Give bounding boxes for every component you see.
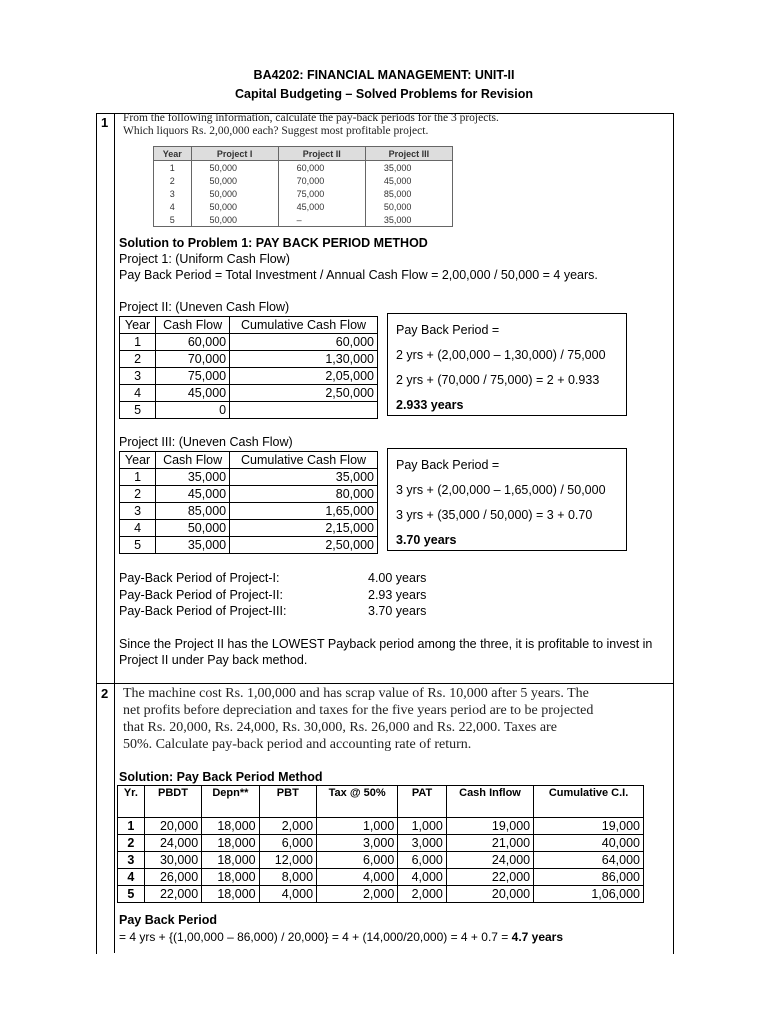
problem-number-2: 2 bbox=[101, 686, 109, 701]
payback-summary bbox=[119, 570, 426, 620]
table-cell: 80,000 bbox=[230, 486, 378, 503]
conclusion-line: Since the Project II has the LOWEST Payback period among the three, it is profitable to invest in bbox=[119, 637, 653, 651]
table-cell: 24,000 bbox=[144, 835, 201, 852]
table-cell: 2,000 bbox=[259, 818, 316, 835]
column-header: Project I bbox=[191, 147, 278, 161]
table-cell: 2,50,000 bbox=[230, 537, 378, 554]
table-cell: 35,000 bbox=[156, 537, 230, 554]
table-cell: 22,000 bbox=[144, 886, 201, 903]
column-header: Yr. bbox=[118, 786, 145, 818]
table-cell: 64,000 bbox=[534, 852, 644, 869]
row-divider bbox=[96, 683, 673, 684]
table-cell: 6,000 bbox=[317, 852, 398, 869]
summary-label: Pay-Back Period of Project-III: bbox=[119, 604, 287, 618]
column-header: Cash Flow bbox=[156, 317, 230, 334]
table-row bbox=[154, 187, 453, 200]
table-cell: 85,000 bbox=[365, 187, 452, 200]
column-header: PBDT bbox=[144, 786, 201, 818]
table-cell: 2,000 bbox=[398, 886, 447, 903]
table-row bbox=[118, 869, 644, 886]
table-cell: 12,000 bbox=[259, 852, 316, 869]
solution2-title: Solution: Pay Back Period Method bbox=[119, 770, 323, 784]
column-header: Project II bbox=[278, 147, 365, 161]
column-header: Tax @ 50% bbox=[317, 786, 398, 818]
payback-box-line: 3.70 years bbox=[396, 533, 457, 547]
table-row bbox=[120, 520, 378, 537]
table-cell: 3 bbox=[154, 187, 192, 200]
column-header: Cash Flow bbox=[156, 452, 230, 469]
table-cell: 5 bbox=[118, 886, 145, 903]
question-line: The machine cost Rs. 1,00,000 and has scrap value of Rs. 10,000 after 5 years. The bbox=[123, 686, 589, 701]
table-cell: 3 bbox=[120, 368, 156, 385]
table-row bbox=[120, 537, 378, 554]
table-cell: 3,000 bbox=[398, 835, 447, 852]
column-header: Cumulative Cash Flow bbox=[230, 317, 378, 334]
table-cell: 5 bbox=[120, 402, 156, 419]
table-cell: 18,000 bbox=[202, 852, 259, 869]
project3-cashflow-table bbox=[119, 451, 378, 554]
table-cell: 5 bbox=[154, 213, 192, 227]
table-row bbox=[118, 852, 644, 869]
table-cell: 2 bbox=[154, 174, 192, 187]
payback-title: Pay Back Period bbox=[119, 913, 217, 927]
table-cell: 2 bbox=[120, 351, 156, 368]
table-cell: 50,000 bbox=[191, 200, 278, 213]
table-row bbox=[118, 835, 644, 852]
table-header-row bbox=[118, 786, 644, 818]
table-cell: 70,000 bbox=[156, 351, 230, 368]
column-header: Year bbox=[154, 147, 192, 161]
table-cell: 45,000 bbox=[156, 385, 230, 402]
table-cell: 4,000 bbox=[398, 869, 447, 886]
column-header: Depn** bbox=[202, 786, 259, 818]
table-row bbox=[154, 213, 453, 227]
table-cell: 18,000 bbox=[202, 818, 259, 835]
table-cell: 18,000 bbox=[202, 869, 259, 886]
table-cell: 60,000 bbox=[156, 334, 230, 351]
payback-box-line: 2 yrs + (70,000 / 75,000) = 2 + 0.933 bbox=[396, 373, 600, 387]
table-cell: 1,06,000 bbox=[534, 886, 644, 903]
table-cell: 35,000 bbox=[365, 213, 452, 227]
payback-box-line: 2 yrs + (2,00,000 – 1,30,000) / 75,000 bbox=[396, 348, 606, 362]
summary-label: Pay-Back Period of Project-I: bbox=[119, 571, 280, 585]
table-cell: 75,000 bbox=[278, 187, 365, 200]
table-cell: 35,000 bbox=[365, 161, 452, 175]
column-header: Year bbox=[120, 452, 156, 469]
table-header-row bbox=[120, 452, 378, 469]
table-cell: 21,000 bbox=[446, 835, 533, 852]
table-cell: 20,000 bbox=[446, 886, 533, 903]
table-cell: 50,000 bbox=[191, 174, 278, 187]
table-cell: 6,000 bbox=[259, 835, 316, 852]
column-header: PBT bbox=[259, 786, 316, 818]
problem2-question bbox=[123, 685, 643, 753]
payback-result: 4.7 years bbox=[511, 930, 564, 944]
project1-formula: Pay Back Period = Total Investment / Annual Cash Flow = 2,00,000 / 50,000 = 4 years. bbox=[119, 268, 598, 282]
table-cell: 0 bbox=[156, 402, 230, 419]
document-title: BA4202: FINANCIAL MANAGEMENT: UNIT-II bbox=[253, 68, 515, 82]
table-cell: 1,000 bbox=[398, 818, 447, 835]
given-cashflow-table bbox=[153, 146, 453, 227]
summary-value: 3.70 years bbox=[368, 604, 427, 618]
table-cell: 60,000 bbox=[278, 161, 365, 175]
table-header-row bbox=[120, 317, 378, 334]
table-cell: 1 bbox=[118, 818, 145, 835]
table-row bbox=[118, 818, 644, 835]
table-cell: 2,50,000 bbox=[230, 385, 378, 402]
table-cell: 4 bbox=[120, 385, 156, 402]
payback-box-line: Pay Back Period = bbox=[396, 323, 500, 337]
summary-row bbox=[119, 587, 426, 604]
table-cell: 18,000 bbox=[202, 835, 259, 852]
table-row bbox=[120, 368, 378, 385]
table-row bbox=[120, 402, 378, 419]
conclusion-line: Project II under Pay back method. bbox=[119, 653, 308, 667]
project2-payback-box bbox=[387, 313, 627, 416]
table-cell: 4 bbox=[118, 869, 145, 886]
summary-value: 2.93 years bbox=[368, 587, 427, 602]
table-cell: 60,000 bbox=[230, 334, 378, 351]
table-cell: 70,000 bbox=[278, 174, 365, 187]
column-header: Cash Inflow bbox=[446, 786, 533, 818]
table-cell: 22,000 bbox=[446, 869, 533, 886]
project2-label: Project II: (Uneven Cash Flow) bbox=[119, 300, 290, 314]
payback-box-line: Pay Back Period = bbox=[396, 458, 500, 472]
table-cell: 50,000 bbox=[156, 520, 230, 537]
solution1-title: Solution to Problem 1: PAY BACK PERIOD METHOD bbox=[119, 236, 428, 250]
column-header: Cumulative C.I. bbox=[534, 786, 644, 818]
table-cell: 3,000 bbox=[317, 835, 398, 852]
payback-formula bbox=[119, 929, 563, 945]
table-cell: 19,000 bbox=[446, 818, 533, 835]
table-row bbox=[154, 174, 453, 187]
table-cell: 3 bbox=[120, 503, 156, 520]
table-cell: 4 bbox=[120, 520, 156, 537]
table-cell: 1,30,000 bbox=[230, 351, 378, 368]
table-cell: 2 bbox=[120, 486, 156, 503]
table-cell: 1 bbox=[120, 469, 156, 486]
table-cell: 75,000 bbox=[156, 368, 230, 385]
payback-formula-text: = 4 yrs + {(1,00,000 – 86,000) / 20,000} = 4 + (14,000/20,000) = 4 + 0.7 = bbox=[119, 930, 512, 944]
table-cell: 35,000 bbox=[230, 469, 378, 486]
payback-box-line: 3 yrs + (2,00,000 – 1,65,000) / 50,000 bbox=[396, 483, 606, 497]
table-cell: 8,000 bbox=[259, 869, 316, 886]
question-line: that Rs. 20,000, Rs. 24,000, Rs. 30,000, Rs. 26,000 and Rs. 22,000. Taxes are bbox=[123, 720, 557, 735]
summary-row bbox=[119, 603, 426, 620]
table-cell: 30,000 bbox=[144, 852, 201, 869]
table-cell: 2,000 bbox=[317, 886, 398, 903]
project1-label: Project 1: (Uniform Cash Flow) bbox=[119, 252, 290, 266]
table-row bbox=[120, 486, 378, 503]
table-cell: 18,000 bbox=[202, 886, 259, 903]
summary-row bbox=[119, 570, 426, 587]
column-header: Cumulative Cash Flow bbox=[230, 452, 378, 469]
table-cell: 86,000 bbox=[534, 869, 644, 886]
question-line: net profits before depreciation and taxes for the five years period are to be projected bbox=[123, 703, 594, 718]
column-header: PAT bbox=[398, 786, 447, 818]
table-cell: 35,000 bbox=[156, 469, 230, 486]
table-row bbox=[120, 503, 378, 520]
table-row bbox=[154, 161, 453, 175]
question-line: From the following information, calculate the pay-back periods for the 3 projects. bbox=[123, 112, 499, 124]
table-cell: 50,000 bbox=[365, 200, 452, 213]
table-cell: 24,000 bbox=[446, 852, 533, 869]
table-cell: 50,000 bbox=[191, 213, 278, 227]
table-cell bbox=[230, 402, 378, 419]
table-cell: 40,000 bbox=[534, 835, 644, 852]
table-cell: 6,000 bbox=[398, 852, 447, 869]
table-cell: 50,000 bbox=[191, 187, 278, 200]
column-header: Project III bbox=[365, 147, 452, 161]
table-row bbox=[120, 351, 378, 368]
table-row bbox=[118, 886, 644, 903]
table-cell: 4,000 bbox=[259, 886, 316, 903]
table-cell: 2,15,000 bbox=[230, 520, 378, 537]
table-cell: 45,000 bbox=[156, 486, 230, 503]
table-cell: 5 bbox=[120, 537, 156, 554]
project3-payback-box bbox=[387, 448, 627, 551]
column-header: Year bbox=[120, 317, 156, 334]
table-cell: 19,000 bbox=[534, 818, 644, 835]
table-cell: 4,000 bbox=[317, 869, 398, 886]
table-cell: 1 bbox=[120, 334, 156, 351]
question-line: 50%. Calculate pay-back period and accounting rate of return. bbox=[123, 737, 472, 752]
table-cell: 1,000 bbox=[317, 818, 398, 835]
payback-box-line: 2.933 years bbox=[396, 398, 464, 412]
table-row bbox=[120, 334, 378, 351]
summary-value: 4.00 years bbox=[368, 571, 427, 585]
table-row bbox=[120, 469, 378, 486]
table-cell: 2,05,000 bbox=[230, 368, 378, 385]
document-subtitle: Capital Budgeting – Solved Problems for Revision bbox=[235, 87, 533, 101]
project3-label: Project III: (Uneven Cash Flow) bbox=[119, 435, 293, 449]
project2-cashflow-table bbox=[119, 316, 378, 419]
problem-number-1: 1 bbox=[101, 115, 109, 130]
table-row bbox=[154, 200, 453, 213]
payback-box-line: 3 yrs + (35,000 / 50,000) = 3 + 0.70 bbox=[396, 508, 593, 522]
table-cell: 26,000 bbox=[144, 869, 201, 886]
table-cell: – bbox=[278, 213, 365, 227]
table-cell: 50,000 bbox=[191, 161, 278, 175]
table-cell: 45,000 bbox=[278, 200, 365, 213]
table-header-row bbox=[154, 147, 453, 161]
table-cell: 1,65,000 bbox=[230, 503, 378, 520]
summary-label: Pay-Back Period of Project-II: bbox=[119, 587, 283, 602]
table-cell: 2 bbox=[118, 835, 145, 852]
table-cell: 1 bbox=[154, 161, 192, 175]
table-cell: 85,000 bbox=[156, 503, 230, 520]
table-cell: 45,000 bbox=[365, 174, 452, 187]
table-row bbox=[120, 385, 378, 402]
problem1-question bbox=[123, 112, 499, 138]
table-cell: 4 bbox=[154, 200, 192, 213]
number-column-divider bbox=[114, 113, 115, 953]
question-line: Which liquors Rs. 2,00,000 each? Suggest most profitable project. bbox=[123, 125, 429, 137]
table-cell: 3 bbox=[118, 852, 145, 869]
payback-calculation-table bbox=[117, 785, 644, 903]
table-cell: 20,000 bbox=[144, 818, 201, 835]
